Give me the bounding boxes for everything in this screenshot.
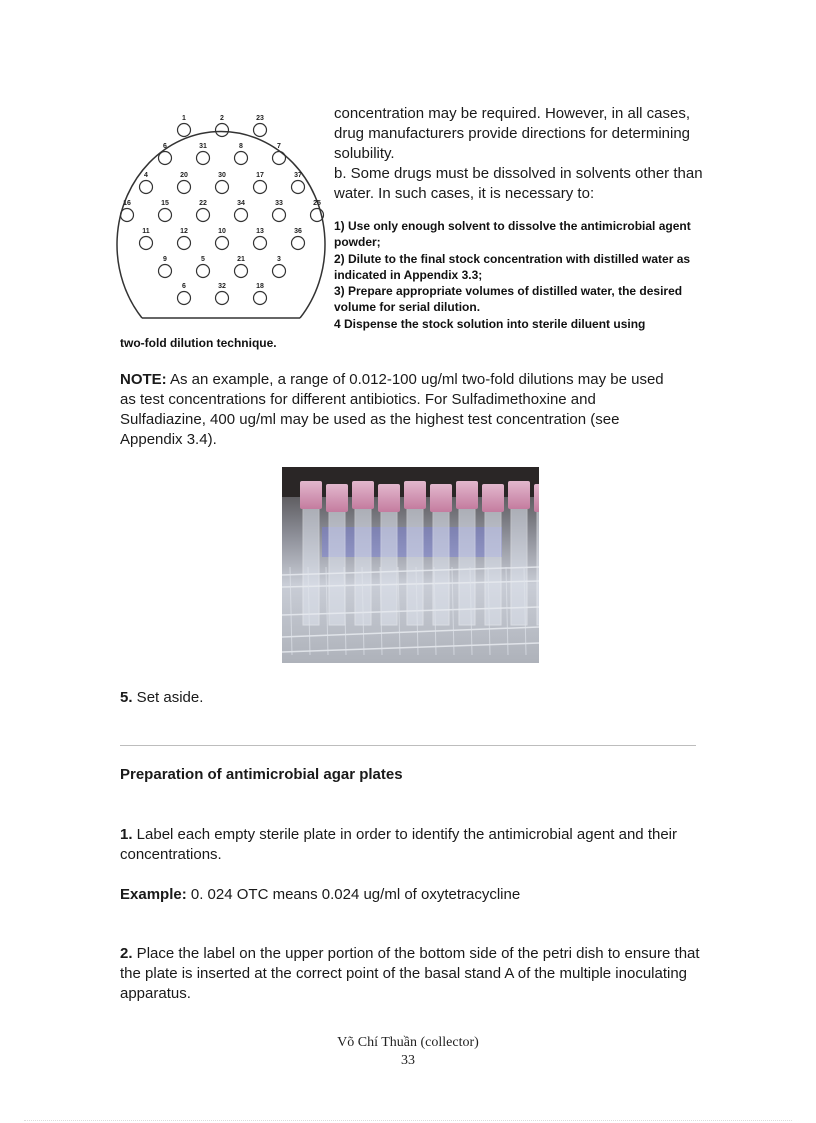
well-label: 22	[199, 200, 207, 207]
well-label: 7	[277, 143, 281, 150]
page-number: 33	[401, 1053, 415, 1068]
well-circle	[140, 237, 153, 250]
well-circle	[254, 237, 267, 250]
well-label: 4	[144, 172, 148, 179]
step-5-number: 5.	[120, 689, 133, 706]
solvent-step-1: 1) Use only enough solvent to dissolve the antimicrobial agent powder;	[334, 219, 691, 250]
right-column	[334, 104, 704, 332]
well-circle	[254, 124, 267, 137]
well-circle	[254, 181, 267, 194]
well-label: 20	[180, 172, 188, 179]
well-label: 5	[201, 256, 205, 263]
tube-body	[407, 505, 423, 625]
well-circle	[197, 152, 210, 165]
example-text: 0. 024 OTC means 0.024 ug/ml of oxytetracycline	[186, 886, 521, 903]
well-circle	[159, 265, 172, 278]
solubility-paragraph: concentration may be required. However, in all cases, drug manufacturers provide directions for determining solubility.	[334, 105, 691, 162]
tube-cap	[430, 484, 452, 512]
well-label: 2	[220, 115, 224, 122]
well-circle	[178, 292, 191, 305]
well-label: 15	[161, 200, 169, 207]
well-circle	[216, 124, 229, 137]
step-2-text: Place the label on the upper portion of the bottom side of the petri dish to ensure that the plate is inserted at the correct point of the basal stand A of the multiple inoculating apparatus.	[120, 945, 700, 1002]
well-circle	[235, 152, 248, 165]
well-label: 6	[163, 143, 167, 150]
well-circle	[178, 181, 191, 194]
inoculator-plate-diagram	[112, 96, 330, 336]
well-label: 16	[123, 200, 131, 207]
well-label: 32	[218, 283, 226, 290]
well-circle	[235, 209, 248, 222]
solvent-step-2: 2) Dilute to the final stock concentration with distilled water as indicated in Appendix 3.3;	[334, 251, 691, 282]
section-heading: Preparation of antimicrobial agar plates	[120, 766, 403, 783]
well-label: 11	[142, 228, 150, 235]
well-label: 13	[256, 228, 264, 235]
well-circle	[273, 265, 286, 278]
tube-cap	[456, 481, 478, 509]
well-circle	[273, 209, 286, 222]
well-label: 18	[256, 283, 264, 290]
tube-body	[329, 505, 345, 625]
well-label: 9	[163, 256, 167, 263]
step-5-paragraph	[120, 688, 203, 708]
step-1-paragraph	[120, 825, 700, 865]
section-divider	[120, 745, 696, 746]
well-circle	[254, 292, 267, 305]
well-label: 30	[218, 172, 226, 179]
step-5-text: Set aside.	[132, 689, 204, 706]
well-circle	[178, 237, 191, 250]
well-label: 12	[180, 228, 188, 235]
step-1-text: Label each empty sterile plate in order to identify the antimicrobial agent and their concentrations.	[120, 826, 677, 863]
well-circle	[178, 124, 191, 137]
note-text: As an example, a range of 0.012-100 ug/ml two-fold dilutions may be used as test concentrations for different antibiotics. For Sulfadimethoxine and Sulfadiazine, 400 ug/ml may be used as the highest test concentration (see Appendix 3.4).	[120, 371, 664, 448]
well-label: 10	[218, 228, 226, 235]
well-label: 23	[256, 115, 264, 122]
well-label: 34	[237, 200, 245, 207]
note-label: NOTE:	[120, 371, 167, 388]
solvent-steps	[334, 218, 704, 332]
tube-body	[459, 505, 475, 625]
tube-cap	[352, 481, 374, 509]
tube-cap	[404, 481, 426, 509]
well-circle	[235, 265, 248, 278]
example-label: Example:	[120, 886, 187, 903]
step-1-number: 1.	[120, 826, 133, 843]
well-label: 37	[294, 172, 302, 179]
tube-cap	[300, 481, 322, 509]
page-footer	[0, 1034, 816, 1070]
page-bottom-border	[24, 1120, 792, 1121]
well-circle	[292, 237, 305, 250]
well-circle	[140, 181, 153, 194]
tube-cap	[378, 484, 400, 512]
solvents-paragraph: b. Some drugs must be dissolved in solvents other than water. In such cases, it is necessary to:	[334, 165, 703, 202]
test-tube-rack-photo	[282, 467, 539, 663]
step-2-paragraph	[120, 944, 700, 1004]
example-paragraph	[120, 885, 700, 905]
collector-credit: Võ Chí Thuần (collector)	[337, 1035, 479, 1050]
tube-cap	[482, 484, 504, 512]
solvent-step-3: 3) Prepare appropriate volumes of distilled water, the desired volume for serial dilution.	[334, 284, 683, 315]
well-circle	[197, 265, 210, 278]
step-2-number: 2.	[120, 945, 133, 962]
note-paragraph	[120, 370, 680, 450]
tube-cap	[508, 481, 530, 509]
well-label: 25	[313, 200, 321, 207]
well-label: 17	[256, 172, 264, 179]
well-label: 3	[277, 256, 281, 263]
tube-cap	[326, 484, 348, 512]
well-circle	[197, 209, 210, 222]
tube-body	[485, 505, 501, 625]
tube-cap	[534, 484, 539, 512]
tube-body	[381, 505, 397, 625]
well-label: 1	[182, 115, 186, 122]
solvent-step-4: 4 Dispense the stock solution into sterile diluent using	[334, 316, 646, 331]
well-label: 8	[239, 143, 243, 150]
well-circle	[216, 292, 229, 305]
well-label: 31	[199, 143, 207, 150]
well-circle	[292, 181, 305, 194]
well-label: 21	[237, 256, 245, 263]
well-label: 6	[182, 283, 186, 290]
well-circle	[273, 152, 286, 165]
well-circle	[159, 152, 172, 165]
well-circle	[216, 237, 229, 250]
dilution-technique-text: two-fold dilution technique.	[120, 336, 277, 350]
well-label: 36	[294, 228, 302, 235]
tube-body	[303, 505, 319, 625]
well-label: 33	[275, 200, 283, 207]
well-circle	[121, 209, 134, 222]
well-circle	[216, 181, 229, 194]
well-circle	[159, 209, 172, 222]
